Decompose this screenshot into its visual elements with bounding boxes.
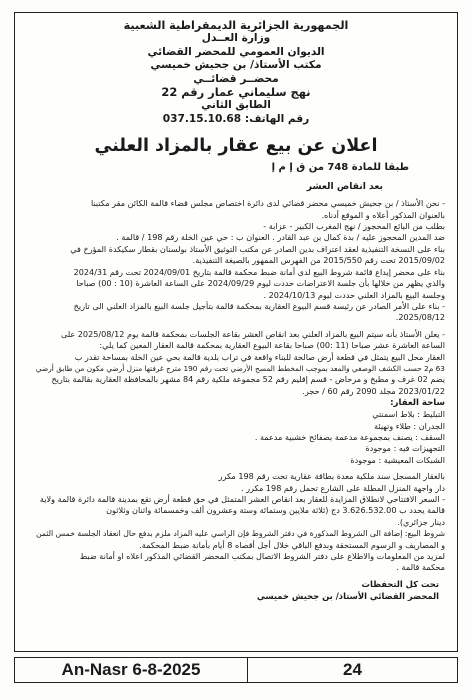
body-line: 63 م2 حسب الكشف الوصفي والمعد بموجب المخطط المسح الأرضي تحت رقم 190 مترج غرفتها منزل أرضي مكون من طابق أرضي: [35, 363, 445, 373]
page-number: 24: [343, 660, 362, 679]
body-line: 2023/01/22 مجلد 2090 رقم 60 / حجر.: [302, 385, 445, 396]
features-heading: ساحة العقار:: [390, 398, 445, 409]
notice-subtitle: طبقا للمادة 748 من ق إ م إ: [271, 162, 409, 174]
body-line: - نحن الأستاذ / بن جحيش خميسي محضر قضائي لدى دائرة اختصاص مجلس قضاء قالمة الكائن مقر مكتبنا: [91, 198, 445, 209]
header-line-bailiff: مكتب الأستاذ/ بن جحيش خميسي: [150, 59, 322, 72]
body-paragraph-3: [27, 471, 445, 574]
header-line-role: محضــر قضائــي: [193, 72, 279, 85]
body-line: والذي يظهر من خلالها بأن جلسة الاعتراضات حددت ليوم 2024/09/29 على الساعة العاشرة (10 : 00) صباحا: [76, 278, 445, 289]
body-line: بالعقار المسجل سند ملكية معدة بطاقة عقارية تحت رقم 198 مكرر: [218, 471, 445, 482]
body-line: - يعلن الأستاذ بأنه سيتم البيع بالمزاد العلني بعد انقاص العشر بقاعة الجلسات بمحكمة قالمة يوم 2025/08/12 على: [60, 328, 445, 339]
body-line: - بناء على الأمر الصادر عن رئيسة قسم البيوع العقارية بمحكمة قالمة بتأجيل جلسة البيع بالمزاد العلني الى تاريخ: [73, 300, 445, 311]
body-line: - السعر الافتتاحي لانطلاق المزايدة للعقار بعد انقاص العشر المتمثل في حق قطعة أرض تقع بمدينة قالمة دائرة قالمة ولاية: [39, 494, 445, 504]
body-line: دار واجهة المنزل المطلة على الشارع تحمل رقم 198 مكرر .: [240, 482, 445, 493]
body-paragraph-1: [27, 198, 445, 323]
notice-title: اعلان عن بيع عقار بالمزاد العلني: [94, 136, 378, 157]
body-line: لمزيد من المعلومات والاطلاع على دفتر الشروط الاتصال بمكتب المحضر القضائي المذكور اعلاه او أمانة ضبط: [79, 551, 445, 562]
notice-header: [27, 19, 445, 126]
feature-item: الشبكات المعيشية : موجودة: [350, 454, 445, 465]
body-line: و المصاريف و الرسوم المستحقة وبدفع الباقي خلال أجل أقصاه 8 أيام بأمانة ضبط المحكمة.: [139, 539, 445, 550]
publication-footer: [14, 657, 458, 683]
body-line: العقار محل البيع يتمثل في قطعة أرض صالحة للبناء واقعة في تراب بلدية قالمة بحي عين الخلة بمساحة تقدر ب: [74, 351, 445, 362]
header-line-office: الديوان العمومي للمحضر القضائي: [147, 45, 325, 58]
header-line-phone: رقم الهاتف: 037.15.10.68: [162, 112, 310, 125]
body-line: ضد المدين المحجوز عليه / بدة كمال بن عبد القادر . العنوان ب : حي عين الخلة رقم 198 / قالمة .: [116, 232, 445, 243]
signature-intro: تحت كل التحفظات: [361, 578, 439, 589]
body-line: 2025/08/12.: [395, 312, 445, 323]
feature-item: التبليط : بلاط اسمنتي: [372, 409, 445, 420]
body-line: 2015/09/02 تحت رقم 2015/550 من الفهرس الممهور بالصيغة التنفيذية.: [192, 255, 445, 266]
header-line-address: نهج سليماني عمار رقم 22: [161, 85, 311, 100]
body-line: دينار جزائري).: [397, 516, 445, 527]
publication-name-date: An-Nasr 6-8-2025: [15, 658, 248, 682]
body-line: بناء على محضر إيداع قائمة شروط البيع لدى أمانة ضبط محكمة قالمة بتاريخ 2024/09/01 تحت رقم 2024/31: [73, 266, 445, 277]
feature-item: السقف : يصنف بمجموعة مدعمة بصفائح خشبية مدعمة .: [254, 431, 445, 442]
body-line: قالمة يحدد ب 3.626.532.00 دج (ثلاثة ملايين وستمائة وستة وعشرون ألف وخمسمائة واثنان وثلاثون: [106, 505, 445, 516]
signature-block: [27, 578, 445, 602]
body-line: يضم 02 غرف و مطبخ و مرحاض - قسم إقليم رقم 52 مجموعة ملكية رقم 84 مشهر بالمحافظة العقارية بقالمة بتاريخ: [51, 374, 445, 385]
features-list: [27, 409, 445, 466]
feature-item: الجدران : طلاء وتهيئة: [374, 420, 445, 431]
header-line-republic: الجمهورية الجزائرية الديمقراطية الشعبية: [123, 19, 349, 32]
body-paragraph-2: [27, 329, 445, 397]
signature-name: المحضر القضائي الأستاذ/ بن جحيش خميسي: [256, 590, 439, 601]
notice-subheading: بعد انقاص العشر: [306, 181, 383, 193]
body-line: بالعنوان المذكور أعلاه و الموقع أدناه.: [321, 209, 445, 220]
body-line: بطلب من البائع المحجوز / نهج المغرب الكبير - عزابة -: [263, 221, 445, 232]
feature-item: التجهيزات فيه : موجودة: [365, 443, 445, 454]
body-line: شروط البيع: إضافة الى الشروط المذكورة في دفتر الشروط فإن الراسي عليه المزاد ملزم بدفع حال انعقاد الجلسة خمس الثمن: [35, 529, 445, 539]
header-line-ministry: وزارة العــدل: [201, 32, 271, 45]
body-line: الساعة العاشرة عشر صباحا (11 :00) صباحا بقاعة البيوع العقارية بمحكمة قالمة العقار المعين كما يلي:: [99, 340, 445, 351]
header-line-floor: الطابق الثاني: [201, 99, 271, 112]
body-line: بناء على النسخة التنفيذية لعقد اعتراف بدين الصادر عن مكتب التوثيق الأستاذ بولسنان بقطار سكيكدة المؤرخ في: [70, 243, 445, 254]
legal-notice: [14, 12, 458, 652]
body-line: محكمة قالمة .: [396, 562, 445, 573]
body-line: وجلسة البيع بالمزاد العلني حددت ليوم 2024/10/13 .: [263, 289, 445, 300]
